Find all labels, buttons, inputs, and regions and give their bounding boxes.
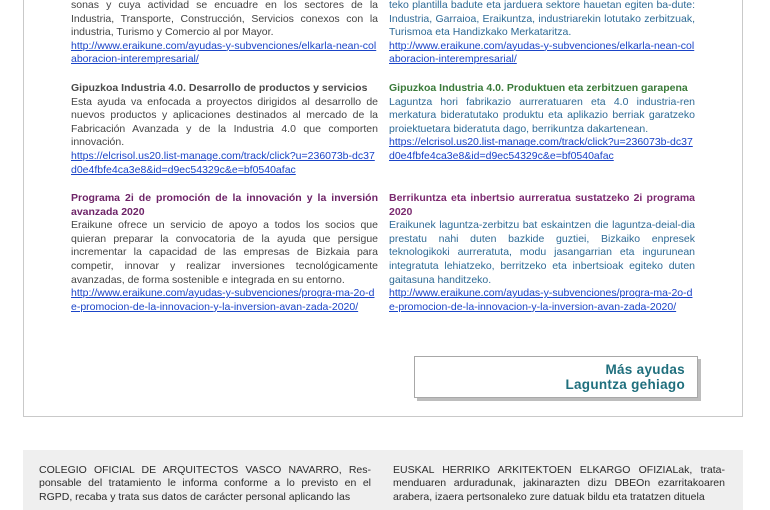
- section-text-industry40-eu: Laguntza hori fabrikazio aurreratuaren eta 4.0 industria-ren merkatura bideratutako produktu eta aplikazio berriak garatzeko proiektuetara bideratuta dago, berrikuntza dakartenean.: [389, 95, 695, 135]
- intro-link-es[interactable]: http://www.eraikune.com/ayudas-y-subvenciones/elkarla-nean-colaboracion-interempresarial/: [71, 39, 377, 66]
- section-title-2i-es: Programa 2i de promoción de la innovación y la inversión avanzada 2020: [71, 192, 378, 218]
- section-text-industry40-es: Esta ayuda va enfocada a proyectos dirigidos al desarrollo de nuevos productos y aplicaciones destinados al mercado de la Fabricación Avanzada y de la Industria 4.0 que comporten innovación.: [71, 95, 378, 149]
- more-aids-button-labels: [565, 362, 685, 392]
- section-link-2i-eu[interactable]: http://www.eraikune.com/ayudas-y-subvenciones/progra-ma-2o-de-promocion-de-la-innovacion-y-la-inversion-avan-zada-2020/: [389, 287, 693, 313]
- section-industry40-es: [71, 82, 378, 177]
- section-text-2i-es: Eraikune ofrece un servicio de apoyo a todos los socios que quieran preparar la convocatoria de la ayuda que persigue incrementar la capacidad de las empresas de Bizkaia para competir, innovar y realizar inversiones tecnológicamente avanzadas, de forma sostenible e integrada en su entorno.: [71, 219, 378, 286]
- intro-block-es: [71, 0, 378, 67]
- more-aids-label-es: Más ayudas: [605, 362, 685, 377]
- legal-text-es: COLEGIO OFICIAL DE ARQUITECTOS VASCO NAVARRO, Res-ponsable del tratamiento le informa conforme a lo previsto en el RGPD, recaba y trata sus datos de carácter personal aplicando las: [39, 464, 371, 503]
- section-link-industry40-es[interactable]: https://elcrisol.us20.list-manage.com/track/click?u=236073b-dc37d0e4fbfe4ca3e8&id=d9ec54329c&e=bf0540afac: [71, 149, 375, 176]
- intro-text-eu: teko plantilla badute eta jarduera sektore hauetan egiten ba-dute: Industria, Garraioa, Eraikuntza, industriarekin lotutako zerbitzuak, Turismoa eta Handizkako Merkataritza.: [389, 0, 695, 39]
- intro-block-eu: [389, 0, 695, 67]
- section-title-2i-eu: Berrikuntza eta inbertsio aurreratua sustatzeko 2i programa 2020: [389, 192, 695, 218]
- legal-text-eu: EUSKAL HERRIKO ARKITEKTOEN ELKARGO OFIZIALak, trata-menduaren arduradunak, jakinarazten dizu DBEOn ezarritakoaren arabera, izaera pertsonaleko zure datuak bildu eta tratatzen dituela: [393, 464, 725, 503]
- section-link-industry40-eu[interactable]: https://elcrisol.us20.list-manage.com/track/click?u=236073b-dc37d0e4fbfe4ca3e8&id=d9ec54329c&e=bf0540afac: [389, 136, 693, 162]
- intro-link-eu[interactable]: http://www.eraikune.com/ayudas-y-subvenciones/elkarla-nean-colaboracion-interempresarial/: [389, 39, 695, 66]
- more-aids-label-eu: Laguntza gehiago: [565, 377, 685, 392]
- intro-text-es: sonas y cuya actividad se encuadre en los sectores de la Industria, Transporte, Construcción, Servicios conexos con la industria, Turismo y Comercio al por Mayor.: [71, 0, 378, 39]
- section-text-2i-eu: Eraikunek laguntza-zerbitzu bat eskaintzen die laguntza-deial-dia prestatu nahi duten bazkide guztiei, Bizkaiko enpresek teknologikoki aurreratuta, modu jasangarrian eta ingurunean integratuta lehiatzeko, berritzeko eta inbertsioak egiteko duten gaitasuna handitzeko.: [389, 219, 695, 286]
- legal-footer: [23, 450, 743, 510]
- section-link-2i-es[interactable]: http://www.eraikune.com/ayudas-y-subvenciones/progra-ma-2o-de-promocion-de-la-innovacion-y-la-inversion-avan-zada-2020/: [71, 287, 375, 313]
- section-title-industry40-eu: Gipuzkoa Industria 4.0. Produktuen eta zerbitzuen garapena: [389, 82, 688, 94]
- section-title-industry40-es: Gipuzkoa Industria 4.0. Desarrollo de productos y servicios: [71, 82, 368, 94]
- section-2i-program-es: [71, 192, 378, 314]
- section-industry40-eu: [389, 82, 695, 164]
- section-2i-program-eu: [389, 192, 695, 314]
- more-aids-button[interactable]: [414, 356, 698, 398]
